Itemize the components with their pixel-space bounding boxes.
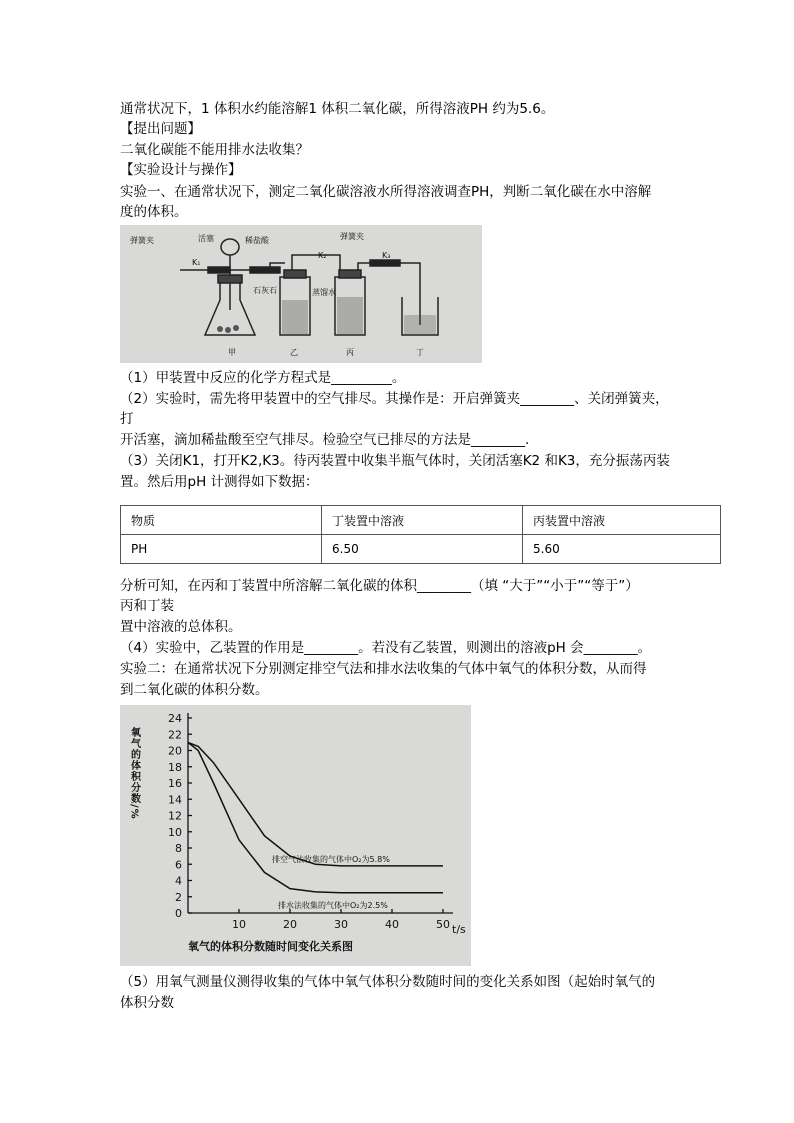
table-header-row [121, 506, 721, 535]
label-k2: K₂ [318, 251, 327, 260]
question-1: （1）甲装置中反应的化学方程式是_________。 [120, 370, 406, 386]
chart-y-tick-label: 10 [168, 825, 182, 839]
oxygen-chart-figure [120, 705, 471, 966]
question-5-line-2: 体积分数 [120, 995, 174, 1011]
question-5-line-1: （5）用氧气测量仪测得收集的气体中氧气体积分数随时间的变化关系如图（起始时氧气的 [120, 974, 656, 990]
chart-annotation-air: 排空气法收集的气体中O₂为5.8% [272, 855, 390, 864]
question-2-line-3: 开活塞，滴加稀盐酸至空气排尽。检验空气已排尽的方法是________. [120, 432, 530, 448]
label-spring-clip-right: 弹簧夹 [340, 232, 364, 241]
chart-x-tick-label: 30 [334, 918, 348, 931]
table-cell: 6.50 [322, 535, 523, 564]
chart-x-tick-label: 20 [283, 918, 297, 931]
table-row [121, 535, 721, 564]
experiment-two-line-2: 到二氧化碳的体积分数。 [120, 682, 269, 698]
chart-series-line-1 [188, 742, 443, 866]
chart-y-tick-label: 18 [168, 760, 182, 774]
chart-title: 氧气的体积分数随时间变化关系图 [188, 940, 353, 953]
chart-y-tick-label: 6 [175, 858, 182, 872]
experiment-one-line-1: 实验一、在通常状况下，测定二氧化碳溶液水所得溶液调查PH，判断二氧化碳在水中溶解 [120, 184, 652, 200]
experiment-two-line-1: 实验二：在通常状况下分别测定排空气法和排水法收集的气体中氧气的体积分数，从而得 [120, 661, 647, 677]
chart-y-tick-label: 22 [168, 728, 182, 742]
chart-y-tick-label: 12 [168, 809, 182, 823]
label-bing: 丙 [346, 348, 354, 357]
table-cell: 5.60 [523, 535, 721, 564]
label-yi: 乙 [290, 348, 298, 357]
question-3-line-3: 分析可知，在丙和丁装置中所溶解二氧化碳的体积________（填 “大于”“小于”“等于”） [120, 578, 639, 594]
chart-y-tick-label: 20 [168, 744, 182, 758]
chart-y-tick-label: 2 [175, 890, 182, 904]
apparatus-figure [120, 225, 482, 363]
chart-x-axis-label: t/s [452, 923, 466, 936]
label-ding: 丁 [416, 348, 424, 357]
chart-x-tick-label: 10 [232, 918, 246, 931]
label-dilute-hcl: 稀盐酸 [245, 236, 269, 245]
label-k3: K₃ [382, 251, 391, 260]
table-cell: PH [121, 535, 322, 564]
table-header-cell: 丙装置中溶液 [523, 506, 721, 535]
label-k1: K₁ [192, 258, 201, 267]
experiment-one-line-2: 度的体积。 [120, 204, 188, 220]
question-3-line-1: （3）关闭K1，打开K2,K3。待丙装置中收集半瓶气体时，关闭活塞K2 和K3，充分振荡丙装 [120, 453, 670, 469]
question-3-line-2: 置。然后用pH 计测得如下数据： [120, 474, 319, 490]
chart-y-tick-label: 8 [175, 842, 182, 855]
oxygen-chart [120, 705, 471, 966]
question-2-line-1: （2）实验时，需先将甲装置中的空气排尽。其操作是：开启弹簧夹________、关闭弹簧夹， [120, 391, 669, 407]
chart-x-tick-label: 50 [436, 918, 450, 931]
ph-data-table [120, 505, 721, 564]
question-text: 二氧化碳能不能用排水法收集？ [120, 142, 309, 158]
chart-y-tick-label: 14 [168, 793, 182, 807]
label-spring-clip-left: 弹簧夹 [130, 236, 154, 245]
section-heading-design: 【实验设计与操作】 [120, 162, 242, 178]
chart-y-axis-label: 氧气的体积分数/% [128, 727, 140, 820]
question-3-line-4: 丙和丁装 [120, 598, 174, 614]
chart-series-line-2 [188, 742, 443, 892]
chart-x-tick-label: 40 [385, 918, 399, 931]
table-header-cell: 物质 [121, 506, 322, 535]
chart-y-tick-label: 4 [175, 874, 182, 888]
label-distilled-water: 蒸馏水 [312, 288, 336, 297]
chart-y-tick-label: 24 [168, 712, 182, 725]
section-heading-question: 【提出问题】 [120, 121, 201, 137]
chart-y-tick-label: 0 [175, 907, 182, 920]
intro-line: 通常状况下，1 体积水约能溶解1 体积二氧化碳，所得溶液PH 约为5.6。 [120, 101, 555, 117]
label-stopcock: 活塞 [198, 234, 214, 243]
question-3-line-5: 置中溶液的总体积。 [120, 619, 242, 635]
label-limestone: 石灰石 [253, 286, 277, 295]
chart-y-tick-label: 16 [168, 777, 182, 790]
table-header-cell: 丁装置中溶液 [322, 506, 523, 535]
label-jia: 甲 [228, 348, 236, 357]
chart-annotation-water: 排水法收集的气体中O₂为2.5% [278, 901, 388, 910]
apparatus-diagram [120, 225, 482, 363]
question-4: （4）实验中，乙装置的作用是________。若没有乙装置，则测出的溶液pH 会________。 [120, 640, 652, 656]
question-2-line-2: 打 [120, 411, 134, 427]
